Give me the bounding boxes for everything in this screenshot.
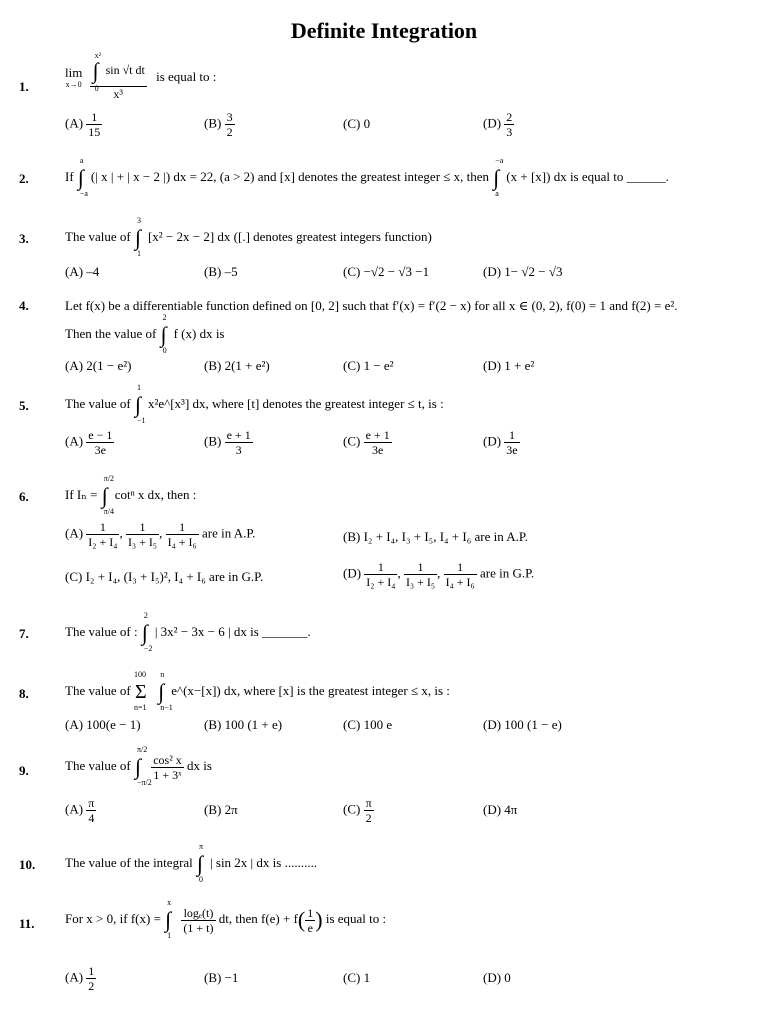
option-b: (B) I₂ + I₄, I₃ + I₅, I₄ + I₆ are in A.P. [343,529,528,544]
option-a: (A) $\frac{\pi}{4}$ [65,796,95,825]
question-11: For x > 0, if f(x) = x ∫ 1 $\frac{\text{logₑ(t)}}{(1 + t)}$ dt, then f(e) + f( $\frac{1}{e}$ ) is equal to : [65,898,387,940]
option-b: (B) −1 [204,970,239,985]
limit-fraction: x² ∫ 0 sin √t dt x³ [90,56,147,101]
integral-sign: π/2 ∫ π/4 [101,474,114,516]
question-number: 4. [19,298,29,313]
integral-sign: π/2 ∫ −π/2 [134,745,152,787]
option-b: (B) $\frac{e + 1}{3}$ [204,428,251,457]
option-c: (C) 100 e [343,717,393,732]
option-b: (B) 2(1 + e²) [204,358,270,373]
option-a: (A) 2(1 − e²) [65,358,132,373]
question-number: 10. [19,857,36,872]
question-4-line-2: Then the value of 2 ∫ 0 f (x) dx is [65,313,225,355]
option-a: (A) $\frac{1}{15}$ [65,110,101,139]
option-d: (D) $\frac{2}{3}$ [483,110,513,139]
option-b: (B) –5 [204,264,238,279]
integral-sign: a ∫ −a [77,156,88,198]
integral-sign: 1 ∫ −1 [134,383,146,425]
integral-sign: 3 ∫ 1 [134,216,141,258]
option-a: (A) $\frac{1}{\text{I₂ + I₄}}$ , $\frac{1}{\text{I₃ + I₅}}$ , $\frac{1}{\text{I₄ + I₆}}$ are in A.P. [65,520,256,549]
option-a: (A) –4 [65,264,100,279]
question-8: The value of 100 Σ n=1 n ∫ n−1 e^(x−[x]) dx, where [x] is the greatest integer ≤ x, is : [65,670,450,712]
question-number: 6. [19,489,29,504]
integral-sign: π ∫ 0 [197,842,204,884]
question-5: The value of 1 ∫ −1 x²e^[x³] dx, where [t] denotes the greatest integer ≤ t, is : [65,383,444,425]
integral-sign: 2 ∫ 0 [160,313,167,355]
question-3: The value of 3 ∫ 1 [x² − 2x − 2] dx ([.] denotes greatest integers function) [65,216,432,258]
question-number: 7. [19,626,29,641]
option-c: (C) 1 [343,970,371,985]
question-number: 9. [19,763,29,778]
integral-sign: 2 ∫ −2 [141,611,153,653]
option-c: (C) 1 − e² [343,358,394,373]
option-c: (C) −√2 − √3 −1 [343,264,430,279]
option-d: (D) $\frac{1}{\text{I₂ + I₄}}$ , $\frac{1}{\text{I₃ + I₅}}$ , $\frac{1}{\text{I₄ + I₆}}$ are in G.P. [343,560,535,589]
question-text: is equal to : [156,69,217,85]
question-number: 2. [19,171,29,186]
question-number: 1. [19,79,29,94]
question-9: The value of π/2 ∫ −π/2 $\frac{\text{cos² x}}{\text{1 + 3ˣ}}$ dx is [65,745,212,787]
question-1 [65,51,217,101]
integral-sign: −a ∫ a [493,156,504,198]
option-d: (D) 1− √2 − √3 [483,264,563,279]
question-2: If a ∫ −a (| x | + | x − 2 |) dx = 22, (a > 2) and [x] denotes the greatest integer ≤ x, then −a ∫ a (x + [x]) dx is equal to ______. [65,156,669,198]
integral-sign: x ∫ 1 [165,898,172,940]
option-d: (D) 4π [483,802,518,817]
question-4-line-1: Let f(x) be a differentiable function defined on [0, 2] such that f′(x) = f′(2 − x) for all x ∈ (0, 2), f(0) = 1 and f(2) = e². [65,298,678,313]
integral-sign: x² ∫ 0 [92,51,101,93]
option-c: (C) I₂ + I₄, (I₃ + I₅)², I₄ + I₆ are in G.P. [65,569,264,584]
limit-label: lim [65,64,83,80]
question-7: The value of : 2 ∫ −2 | 3x² − 3x − 6 | dx is _______. [65,611,311,653]
option-b: (B) 100 (1 + e) [204,717,283,732]
option-c: (C) 0 [343,116,371,131]
question-number: 3. [19,231,29,246]
summation-sign: 100 Σ n=1 [133,670,147,712]
option-c: (C) $\frac{e + 1}{3e}$ [343,428,390,457]
option-d: (D) 1 + e² [483,358,535,373]
option-c: (C) $\frac{\pi}{2}$ [343,796,372,825]
page-title: Definite Integration [290,18,478,43]
option-d: (D) $\frac{1}{3e}$ [483,428,518,457]
limit-subscript: x→0 [65,79,82,89]
option-d: (D) 0 [483,970,511,985]
question-number: 5. [19,398,29,413]
option-a: (A) $\frac{1}{2}$ [65,964,95,993]
question-6: If Iₙ = π/2 ∫ π/4 cotⁿ x dx, then : [65,474,197,516]
option-d: (D) 100 (1 − e) [483,717,562,732]
question-10: The value of the integral π ∫ 0 | sin 2x | dx is .......... [65,842,318,884]
question-number: 8. [19,686,29,701]
integral-sign: n ∫ n−1 [158,670,173,712]
option-a: (A) $\frac{e - 1}{3e}$ [65,428,113,457]
question-number: 11. [19,916,35,931]
option-a: (A) 100(e − 1) [65,717,141,732]
option-b: (B) $\frac{3}{2}$ [204,110,233,139]
option-b: (B) 2π [204,802,238,817]
